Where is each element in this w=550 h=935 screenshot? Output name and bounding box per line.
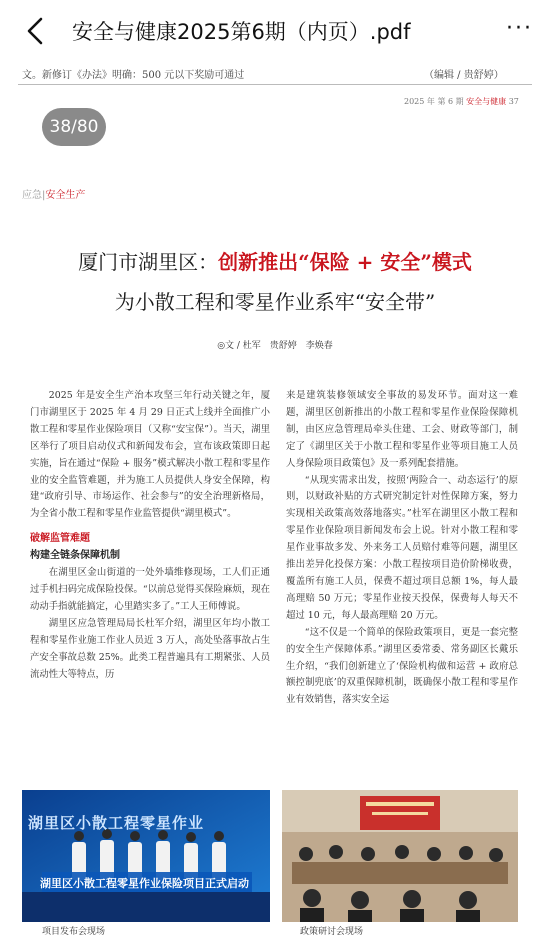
seminar-photo-caption: 政策研讨会现场 <box>300 927 364 935</box>
article-left-column <box>30 388 270 683</box>
subheading-red: 破解监管难题 <box>30 533 90 545</box>
article-right-column <box>286 388 518 709</box>
back-button[interactable] <box>20 14 54 48</box>
seminar-photo-image <box>282 790 518 922</box>
category-label: 应急|安全生产 <box>22 190 86 201</box>
issue-info: 2025 年 第 6 期 <box>404 97 464 106</box>
page-number: 37 <box>508 97 519 106</box>
headline-prefix: 厦门市湖里区： <box>78 250 219 274</box>
launch-ceremony-photo <box>22 790 270 922</box>
headline-line-2: 为小散工程和零星作业系牢“安全带” <box>114 290 436 314</box>
pdf-page[interactable] <box>12 62 538 935</box>
launch-photo-caption: 项目发布会现场 <box>42 927 106 935</box>
headline-line-1 <box>12 246 538 275</box>
paragraph: 2025 年是安全生产治本攻坚三年行动关键之年，厦门市湖里区于 2025 年 4 月 29 日正式上线并全面推广小散工程和零星作业保险项目（又称“安宝保”）。当天，湖里区举行了项目启动仪式和新闻发布会，宣布该政策即日起实施，旨在通过“保险 + 服务”模式解决小散工程和零星作业的安全监管难题，并为施工人员提供人身安全保障，构建“政府引导、市场运作、社会参与”的安全治理新格局，为全省小散工程和零星作业监管提供“湖里模式”。 <box>30 390 270 520</box>
headline-main: 创新推出“保险 + 安全”模式 <box>218 250 472 274</box>
category-name: 安全生产 <box>45 190 86 201</box>
previous-page-text: 文。新修订《办法》明确：500 元以下奖励可通过 <box>22 70 245 81</box>
paragraph: “从现实需求出发，按照‘两险合一、动态运行’的原则，以财政补贴的方式研究制定针对性保障方案，努力实现相关政策高效落地落实。”杜军在湖里区小散工程和零星作业保险项目新闻发布会上说。针对小散工程和零星作业事故多发、外来务工人员赔付难等问题，湖里区推出差异化投保方案：小散工程按项目造价阶梯收费，覆盖所有施工人员，保费不超过项目总额 1%，每人最高理赔 50 万元；零星作业按天投保，保费每人每天不超过 10 元，每人最高理赔 20 万元。 <box>286 474 518 621</box>
launch-banner-bottom: 湖里区小散工程零星作业保险项目正式启动 <box>40 877 249 890</box>
paragraph: “这不仅是一个简单的保险政策项目，更是一套完整的安全生产保障体系。”湖里区委常委、常务副区长戴乐生介绍，“我们创新建立了‘保险机构做和运营 + 政府总额控制兜底’的双重保障机制，既确保小散工程和零星作业有效销售，落实安全运 <box>286 626 518 706</box>
app-top-bar <box>0 0 550 62</box>
subheading-black: 构建全链条保障机制 <box>30 550 120 562</box>
chevron-left-icon <box>20 14 54 48</box>
paragraph: 湖里区应急管理局局长杜军介绍，湖里区年均小散工程和零星作业施工作业人员近 3 万人，高处坠落事故占生产安全事故总数 25%。此类工程普遍具有工期紧张、人员流动性大等特点，历 <box>30 617 270 680</box>
issue-header <box>404 96 519 107</box>
page-indicator-badge: 38/80 <box>42 108 106 146</box>
launch-banner-top: 湖里区小散工程零星作业 <box>28 814 205 832</box>
page-divider <box>18 84 532 85</box>
document-title: 安全与健康2025第6期（内页）.pdf <box>72 20 411 44</box>
paragraph: 在湖里区金山街道的一处外墙维修现场，工人们正通过手机扫码完成保险投保。“以前总觉得买保险麻烦，现在动动手指就能搞定，心里踏实多了。”工人王师傅说。 <box>30 567 270 612</box>
seminar-photo <box>282 790 518 922</box>
more-options-button[interactable]: ··· <box>506 16 533 41</box>
byline: ◎文 / 杜军 贵舒婷 李焕春 <box>217 341 333 351</box>
launch-photo-image <box>22 790 270 922</box>
previous-page-editor: （编辑 / 贵舒婷） <box>424 70 504 81</box>
category-prefix: 应急 <box>22 190 42 201</box>
issue-section: 安全与健康 <box>466 97 507 106</box>
paragraph: 来是建筑装修领域安全事故的易发环节。面对这一难题，湖里区创新推出的小散工程和零星作业保险保障机制，由区应急管理局牵头住建、工会、财政等部门，制定了《湖里区关于小散工程和零星作业等项目施工人员人身保险项目政策包》及一系列配套措施。 <box>286 390 518 469</box>
